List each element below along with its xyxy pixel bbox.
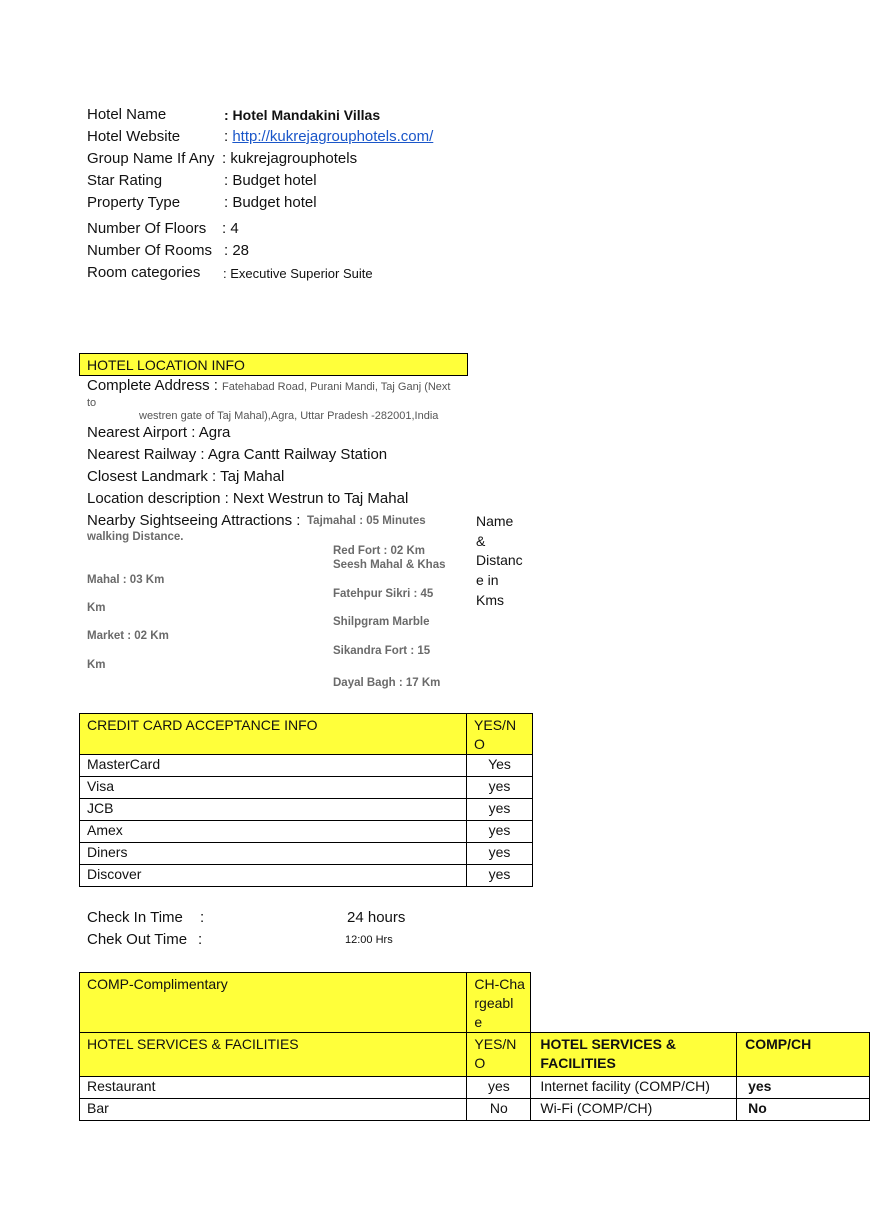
location-description: Location description : Next Westrun to Taj Mahal bbox=[87, 490, 409, 507]
table-row bbox=[80, 799, 533, 821]
card-value: yes bbox=[467, 843, 533, 865]
sight-mahal: Mahal : 03 Km bbox=[87, 574, 165, 586]
service2-name: Internet facility (COMP/CH) bbox=[531, 1077, 737, 1099]
card-name: Visa bbox=[80, 777, 467, 799]
service-value: yes bbox=[467, 1077, 531, 1099]
group-name-label: Group Name If Any bbox=[87, 150, 215, 167]
sight-market: Market : 02 Km bbox=[87, 630, 169, 642]
note-line: & bbox=[476, 532, 486, 549]
address-line2: to bbox=[87, 397, 97, 409]
nearest-airport: Nearest Airport : Agra bbox=[87, 424, 231, 441]
service2-value: yes bbox=[737, 1077, 870, 1099]
services-yesno-line: O bbox=[474, 1055, 486, 1071]
note-line: Kms bbox=[476, 591, 504, 608]
checkin-label: Check In Time bbox=[87, 909, 183, 926]
credit-card-header: CREDIT CARD ACCEPTANCE INFO bbox=[80, 714, 467, 755]
ch-label-line: e bbox=[474, 1014, 483, 1030]
card-name: JCB bbox=[80, 799, 467, 821]
credit-card-table bbox=[79, 713, 533, 887]
hotel-name-value: : Hotel Mandakini Villas bbox=[224, 107, 381, 123]
sight-redfort: Red Fort : 02 Km bbox=[333, 545, 426, 557]
address-label: Complete Address : bbox=[87, 377, 218, 394]
compch-header: COMP/CH bbox=[737, 1033, 870, 1077]
table-row bbox=[80, 843, 533, 865]
sight-sikandra: Sikandra Fort : 15 bbox=[333, 645, 431, 657]
hotel-name-label: Hotel Name bbox=[87, 106, 167, 123]
ch-label-line: CH-Cha bbox=[474, 976, 525, 992]
checkin-value: 24 hours bbox=[347, 909, 406, 926]
checkout-colon: : bbox=[198, 931, 203, 948]
services-yesno-line: YES/N bbox=[474, 1036, 517, 1052]
card-name: MasterCard bbox=[80, 755, 467, 777]
card-name: Diners bbox=[80, 843, 467, 865]
table-row bbox=[80, 1099, 870, 1121]
note-line: Name bbox=[476, 513, 514, 529]
nearest-railway: Nearest Railway : Agra Cantt Railway Station bbox=[87, 446, 388, 463]
services-yesno-header bbox=[467, 1033, 531, 1077]
service-name: Restaurant bbox=[80, 1077, 467, 1099]
categories-colon: : bbox=[223, 266, 231, 281]
card-value: Yes bbox=[467, 755, 533, 777]
sight-tajmahal: Tajmahal : 05 Minutes bbox=[307, 515, 426, 527]
floors-value: : 4 bbox=[222, 220, 239, 237]
website-colon: : bbox=[224, 128, 233, 145]
sight-fatehpur: Fatehpur Sikri : 45 bbox=[333, 588, 434, 600]
checkout-value: 12:00 Hrs bbox=[345, 934, 393, 946]
categories-text: Executive Superior Suite bbox=[230, 266, 373, 281]
note-line: Distanc bbox=[476, 552, 523, 569]
name-distance-note bbox=[476, 512, 523, 611]
sight-km1: Km bbox=[87, 602, 106, 614]
yesno-header bbox=[467, 714, 533, 755]
hotel-website-link[interactable]: http://kukrejagrouphotels.com/ bbox=[232, 128, 434, 145]
card-name: Amex bbox=[80, 821, 467, 843]
sight-walking: walking Distance. bbox=[87, 531, 184, 543]
sight-dayal: Dayal Bagh : 17 Km bbox=[333, 677, 441, 689]
service-name: Bar bbox=[80, 1099, 467, 1121]
location-header: HOTEL LOCATION INFO bbox=[87, 357, 245, 373]
service2-name: Wi-Fi (COMP/CH) bbox=[531, 1099, 737, 1121]
services-header-right bbox=[531, 1033, 737, 1077]
table-row bbox=[80, 1077, 870, 1099]
sight-shilpgram: Shilpgram Marble bbox=[333, 616, 430, 628]
service2-value: No bbox=[737, 1099, 870, 1121]
card-name: Discover bbox=[80, 865, 467, 887]
table-row bbox=[80, 821, 533, 843]
group-name-value: : kukrejagrouphotels bbox=[222, 150, 358, 167]
rooms-value: : 28 bbox=[224, 242, 250, 259]
ch-label-line: rgeabl bbox=[474, 995, 514, 1011]
card-value: yes bbox=[467, 799, 533, 821]
location-header-bar bbox=[79, 353, 468, 376]
checkout-label: Chek Out Time bbox=[87, 931, 188, 948]
hotel-website-label: Hotel Website bbox=[87, 128, 181, 145]
card-value: yes bbox=[467, 865, 533, 887]
services-table bbox=[79, 972, 870, 1121]
table-row bbox=[80, 777, 533, 799]
sight-km2: Km bbox=[87, 659, 106, 671]
note-line: e in bbox=[476, 572, 499, 589]
card-value: yes bbox=[467, 821, 533, 843]
room-categories-value bbox=[223, 266, 373, 281]
rooms-label: Number Of Rooms bbox=[87, 242, 213, 259]
floors-label: Number Of Floors bbox=[87, 220, 207, 237]
comp-label: COMP-Complimentary bbox=[80, 973, 467, 1033]
hotel-website-row bbox=[224, 128, 433, 145]
table-row bbox=[80, 865, 533, 887]
room-categories-label: Room categories bbox=[87, 264, 201, 281]
card-value: yes bbox=[467, 777, 533, 799]
address-line1: Fatehabad Road, Purani Mandi, Taj Ganj (Next bbox=[222, 381, 451, 393]
checkin-colon: : bbox=[200, 909, 205, 926]
sightseeing-label: Nearby Sightseeing Attractions : bbox=[87, 512, 301, 529]
ch-label bbox=[467, 973, 531, 1033]
star-rating-value: : Budget hotel bbox=[224, 172, 317, 189]
sight-seesh: Seesh Mahal & Khas bbox=[333, 559, 446, 571]
closest-landmark: Closest Landmark : Taj Mahal bbox=[87, 468, 285, 485]
services-header-right-line: FACILITIES bbox=[540, 1055, 616, 1071]
table-row bbox=[80, 755, 533, 777]
address-line3: westren gate of Taj Mahal),Agra, Uttar Pradesh -282001,India bbox=[139, 410, 439, 422]
service-value: No bbox=[467, 1099, 531, 1121]
property-type-label: Property Type bbox=[87, 194, 181, 211]
yesno-header-line: YES/N bbox=[474, 717, 517, 733]
services-header-right-line: HOTEL SERVICES & bbox=[540, 1036, 676, 1052]
property-type-value: : Budget hotel bbox=[224, 194, 317, 211]
star-rating-label: Star Rating bbox=[87, 172, 163, 189]
services-header-left: HOTEL SERVICES & FACILITIES bbox=[80, 1033, 467, 1077]
yesno-header-line: O bbox=[474, 736, 485, 752]
